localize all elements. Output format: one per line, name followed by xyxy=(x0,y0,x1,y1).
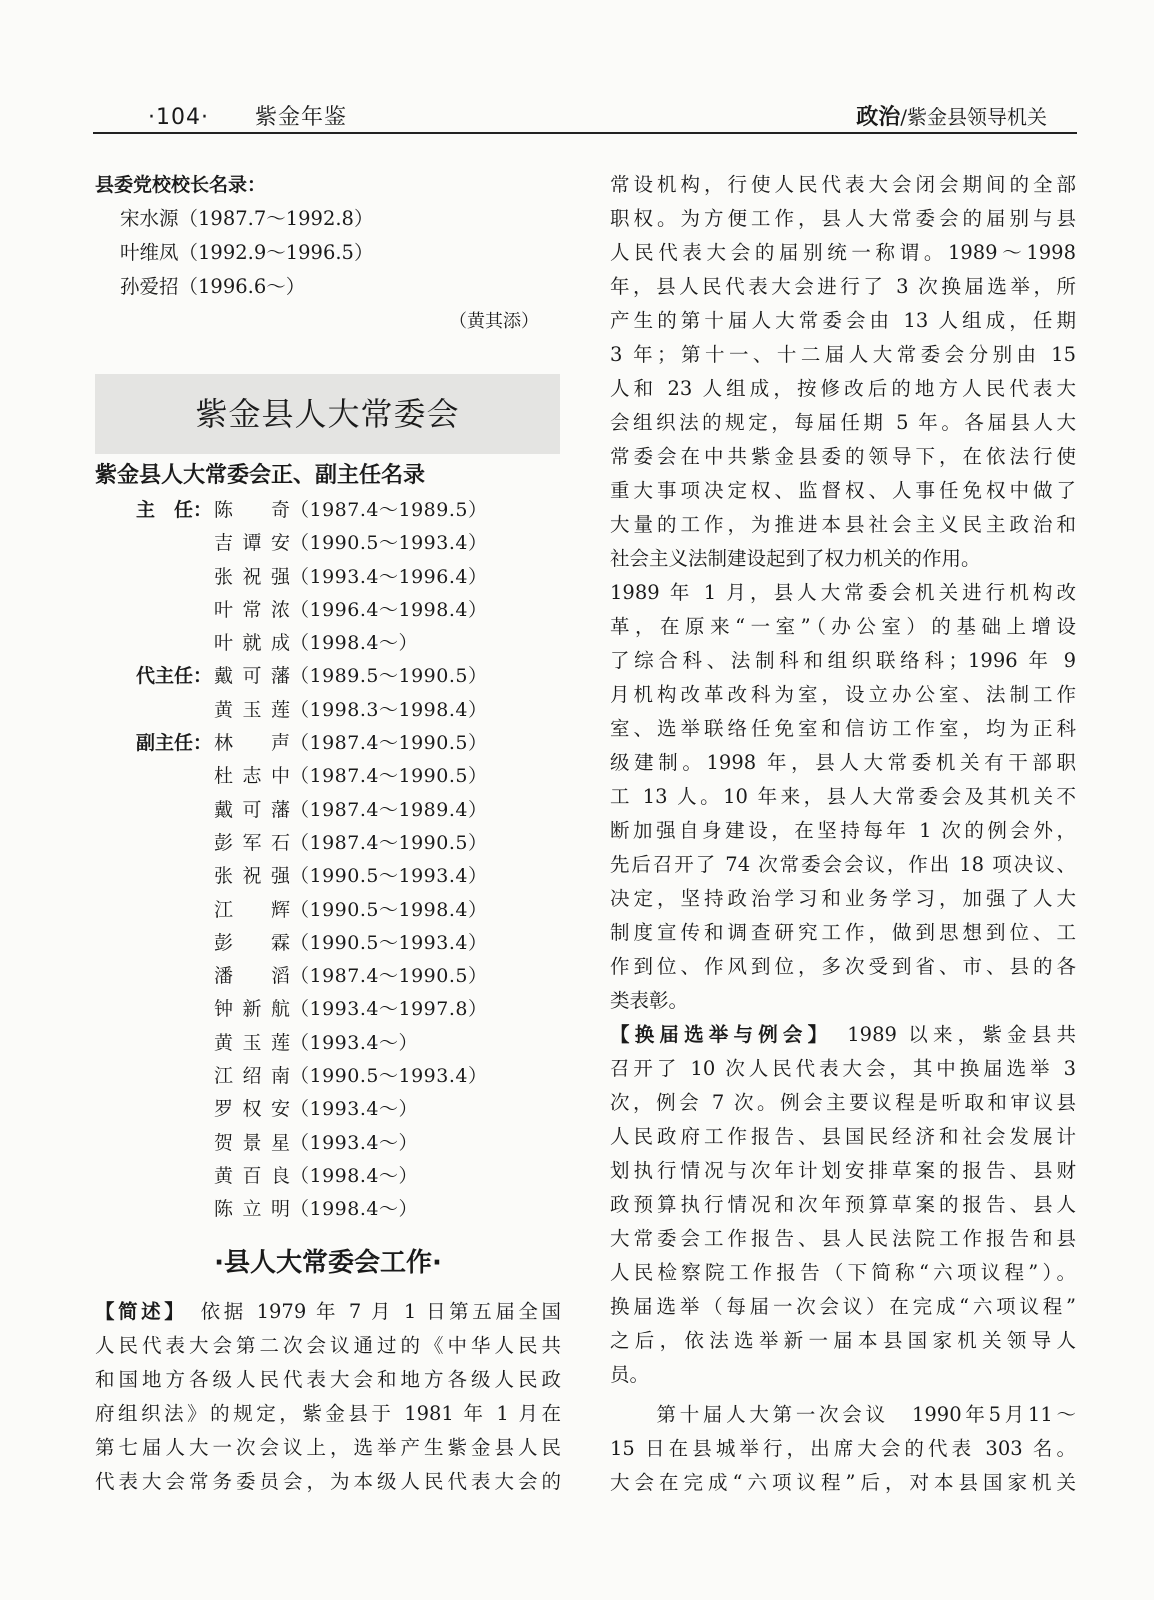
overview-line: 和国地方各级人民代表大会和地方各级人民政 xyxy=(95,1367,561,1391)
section-banner: 紫金县人大常委会 xyxy=(95,374,560,454)
text-line: 人民代表大会的届别统一称谓。1989～1998 xyxy=(610,241,1076,264)
roster-name: 贺景星 xyxy=(214,1131,290,1154)
roster-term: （1987.4～1989.4） xyxy=(290,798,488,821)
session-tag: 第十届人大第一次会议 xyxy=(656,1403,889,1426)
roster-name: 罗权安 xyxy=(214,1098,290,1121)
text-line: 常设机构，行使人民代表大会闭会期间的全部 xyxy=(610,173,1076,196)
roster-name: 林 声 xyxy=(214,732,290,755)
roster-role xyxy=(95,993,214,1026)
right-column xyxy=(610,168,1076,1500)
roster-row xyxy=(95,1193,561,1226)
roster-role: 主 任： xyxy=(135,499,212,521)
roster-term: （1993.4～1996.4） xyxy=(290,565,488,588)
roster-row xyxy=(95,760,561,793)
header-right xyxy=(856,100,1047,131)
roster-name: 叶常浓 xyxy=(214,598,290,621)
roster-name: 黄玉莲 xyxy=(214,698,290,721)
roster-term: （1990.5～1998.4） xyxy=(290,898,488,921)
roster-role xyxy=(95,694,214,727)
roster-term: （1990.5～1993.4） xyxy=(290,532,488,555)
text-line: 级建制。1998 年，县人大常委机关有干部职 xyxy=(610,751,1076,774)
session-line: 第十届人大第一次会议 1990年5月11～ xyxy=(656,1403,1076,1426)
text-line: 常委会在中共紫金县委的领导下，在依法行使 xyxy=(610,445,1076,468)
roster-row xyxy=(95,594,561,627)
roster-term: （1998.4～） xyxy=(290,1164,418,1187)
text-line: 人民政府工作报告、县国民经济和社会发展计 xyxy=(610,1125,1076,1148)
roster-term: （1996.4～1998.4） xyxy=(290,598,488,621)
text-line: 换届选举（每届一次会议）在完成“六项议程” xyxy=(610,1295,1076,1318)
text-line: 之后，依法选举新一届本县国家机关领导人 xyxy=(610,1329,1076,1352)
session-body xyxy=(610,1432,1076,1500)
list-item: 宋水源（1987.7～1992.8） xyxy=(120,207,374,230)
roster-role xyxy=(95,1027,214,1060)
author-credit: （黄其添） xyxy=(449,311,539,332)
roster-name: 彭军石 xyxy=(214,831,290,854)
roster-role xyxy=(95,1193,214,1226)
text-line: 年，县人民代表大会进行了 3 次换届选举，所 xyxy=(610,275,1076,298)
roster-role xyxy=(95,860,214,893)
roster-row xyxy=(95,860,561,893)
text-line: 人民检察院工作报告（下简称“六项议程”）。 xyxy=(610,1261,1076,1284)
text-line: 15 日在县城举行，出席大会的代表 303 名。 xyxy=(610,1437,1076,1460)
roster-name: 钟新航 xyxy=(214,998,290,1021)
text-line: 工 13 人。10 年来，县人大常委会及其机关不 xyxy=(610,785,1076,808)
roster-row xyxy=(95,727,561,760)
roster-row xyxy=(95,927,561,960)
header-left xyxy=(148,100,347,131)
roster-name: 江绍南 xyxy=(214,1065,290,1088)
roster-name: 吉谭安 xyxy=(214,532,290,555)
section-sub: /紫金县领导机关 xyxy=(900,105,1047,129)
roster-role xyxy=(95,794,214,827)
roster-row xyxy=(95,527,561,560)
text-line: 会组织法的规定，每届任期 5 年。各届县人大 xyxy=(610,411,1076,434)
elections-tag: 【换届选举与例会】 xyxy=(610,1023,823,1046)
roster-role xyxy=(95,1127,214,1160)
roster-title: 紫金县人大常委会正、副主任名录 xyxy=(95,463,426,488)
overview-continued xyxy=(610,168,1076,1018)
overview-line: 第七届人大一次会议上，选举产生紫金县人民 xyxy=(95,1435,561,1459)
roster-row xyxy=(95,1027,561,1060)
text-line: 断加强自身建设，在坚持每年 1 次的例会外， xyxy=(610,819,1076,842)
overview-line: 府组织法》的规定，紫金县于 1981 年 1 月在 xyxy=(95,1401,561,1425)
roster-term: （1990.5～1993.4） xyxy=(290,931,488,954)
roster-term: （1987.4～1989.5） xyxy=(290,499,488,521)
roster-term: （1998.3～1998.4） xyxy=(290,698,488,721)
text-line: 作到位、作风到位，多次受到省、市、县的各 xyxy=(610,955,1076,978)
roster-name: 江 辉 xyxy=(214,898,290,921)
text-line: 了综合科、法制科和组织联络科；1996 年 9 xyxy=(610,649,1076,672)
roster-name: 陈 奇 xyxy=(214,499,290,521)
work-section-title: ·县人大常委会工作· xyxy=(214,1247,442,1278)
list-item: 叶维凤（1992.9～1996.5） xyxy=(120,241,374,264)
overview-tag: 【简述】 xyxy=(95,1299,178,1323)
text-line: 召开了 10 次人民代表大会，其中换届选举 3 xyxy=(610,1057,1076,1080)
list-item: 孙爱招（1996.6～） xyxy=(120,275,306,298)
roster-role xyxy=(95,627,214,660)
text-line: 大会在完成“六项议程”后，对本县国家机关 xyxy=(610,1471,1076,1494)
text-line: 职权。为方便工作，县人大常委会的届别与县 xyxy=(610,207,1076,230)
roster-term: （1990.5～1993.4） xyxy=(290,1065,488,1088)
overview-line: 代表大会常务委员会，为本级人民代表大会的 xyxy=(95,1469,561,1493)
roster-row xyxy=(95,827,561,860)
roster-name: 戴可藩 xyxy=(214,665,290,688)
roster-term: （1987.4～1990.5） xyxy=(290,831,488,854)
text-line: 政预算执行情况和次年预算草案的报告、县人 xyxy=(610,1193,1076,1216)
text-line: 产生的第十届人大常委会由 13 人组成，任期 xyxy=(610,309,1076,332)
text-line: 先后召开了 74 次常委会会议，作出 18 项决议、 xyxy=(610,853,1076,876)
page-number: ·104· xyxy=(148,105,209,130)
left-column xyxy=(95,168,561,1499)
roster-term: （1993.4～） xyxy=(290,1098,418,1121)
text-line: 次，例会 7 次。例会主要议程是听取和审议县 xyxy=(610,1091,1076,1114)
roster-term: （1987.4～1990.5） xyxy=(290,732,488,755)
text-line: 室、选举联络任免室和信访工作室，均为正科 xyxy=(610,717,1076,740)
roster-term: （1987.4～1990.5） xyxy=(290,765,488,788)
roster-role xyxy=(95,1060,214,1093)
roster-row xyxy=(95,1060,561,1093)
roster-name: 彭 霖 xyxy=(214,931,290,954)
overview-line: 人民代表大会第二次会议通过的《中华人民共 xyxy=(95,1333,561,1357)
roster-row xyxy=(95,494,561,527)
text-line: 员。 xyxy=(610,1363,650,1386)
roster-row xyxy=(95,660,561,693)
section-main: 政治 xyxy=(856,105,901,130)
text-line: 大量的工作，为推进本县社会主义民主政治和 xyxy=(610,513,1076,536)
roster-role xyxy=(95,760,214,793)
overview-line: 【简述】 依据 1979 年 7 月 1 日第五届全国 xyxy=(95,1299,561,1323)
roster-term: （1993.4～） xyxy=(290,1031,418,1054)
roster-term: （1990.5～1993.4） xyxy=(290,865,488,888)
book-title: 紫金年鉴 xyxy=(254,105,347,130)
text-line: 革，在原来“一室”（办公室）的基础上增设 xyxy=(610,615,1076,638)
roster-term: （1998.4～） xyxy=(290,1198,418,1221)
roster-row xyxy=(95,993,561,1026)
roster-role: 代主任： xyxy=(135,665,212,688)
roster-role xyxy=(95,527,214,560)
roster-name: 杜志中 xyxy=(214,765,290,788)
roster-name: 张祝强 xyxy=(214,865,290,888)
elections-line: 【换届选举与例会】 1989 以来，紫金县共 xyxy=(610,1023,1076,1046)
text-line: 类表彰。 xyxy=(610,989,689,1012)
roster-row xyxy=(95,627,561,660)
roster-term: （1993.4～） xyxy=(290,1131,418,1154)
roster-term: （1989.5～1990.5） xyxy=(290,665,488,688)
roster-list xyxy=(95,494,561,1227)
roster-row xyxy=(95,1093,561,1126)
roster-row xyxy=(95,794,561,827)
roster-row xyxy=(95,1160,561,1193)
text-line: 制度宣传和调查研究工作，做到思想到位、工 xyxy=(610,921,1076,944)
roster-name: 陈立明 xyxy=(214,1198,290,1221)
roster-name: 潘 滔 xyxy=(214,965,290,988)
text-line: 1989 年 1 月，县人大常委会机关进行机构改 xyxy=(610,581,1076,604)
roster-row xyxy=(95,694,561,727)
roster-role xyxy=(95,827,214,860)
roster-name: 张祝强 xyxy=(214,565,290,588)
roster-role xyxy=(95,561,214,594)
roster-term: （1998.4～） xyxy=(290,632,418,655)
roster-role xyxy=(95,594,214,627)
roster-term: （1993.4～1997.8） xyxy=(290,998,488,1021)
text-line: 大常委会工作报告、县人民法院工作报告和县 xyxy=(610,1227,1076,1250)
roster-row xyxy=(95,561,561,594)
roster-role xyxy=(95,894,214,927)
roster-role: 副主任： xyxy=(135,732,212,755)
text-line: 3 年；第十一、十二届人大常委会分别由 15 xyxy=(610,343,1076,366)
roster-role xyxy=(95,1160,214,1193)
roster-role xyxy=(95,927,214,960)
roster-row xyxy=(95,894,561,927)
roster-name: 黄百良 xyxy=(214,1164,290,1187)
roster-name: 戴可藩 xyxy=(214,798,290,821)
party-school-heading: 县委党校校长名录： xyxy=(95,174,267,196)
text-line: 月机构改革改科为室，设立办公室、法制工作 xyxy=(610,683,1076,706)
text-line: 人和 23 人组成，按修改后的地方人民代表大 xyxy=(610,377,1076,400)
text-line: 划执行情况与次年计划安排草案的报告、县财 xyxy=(610,1159,1076,1182)
page-header xyxy=(93,92,1077,134)
text-line: 决定，坚持政治学习和业务学习，加强了人大 xyxy=(610,887,1076,910)
roster-role xyxy=(95,1093,214,1126)
text-line: 社会主义法制建设起到了权力机关的作用。 xyxy=(610,547,981,570)
text-line: 重大事项决定权、监督权、人事任免权中做了 xyxy=(610,479,1076,502)
roster-name: 黄玉莲 xyxy=(214,1031,290,1054)
roster-term: （1987.4～1990.5） xyxy=(290,965,488,988)
roster-row xyxy=(95,1127,561,1160)
elections-body xyxy=(610,1052,1076,1392)
roster-row xyxy=(95,960,561,993)
roster-role xyxy=(95,960,214,993)
roster-name: 叶就成 xyxy=(214,632,290,655)
